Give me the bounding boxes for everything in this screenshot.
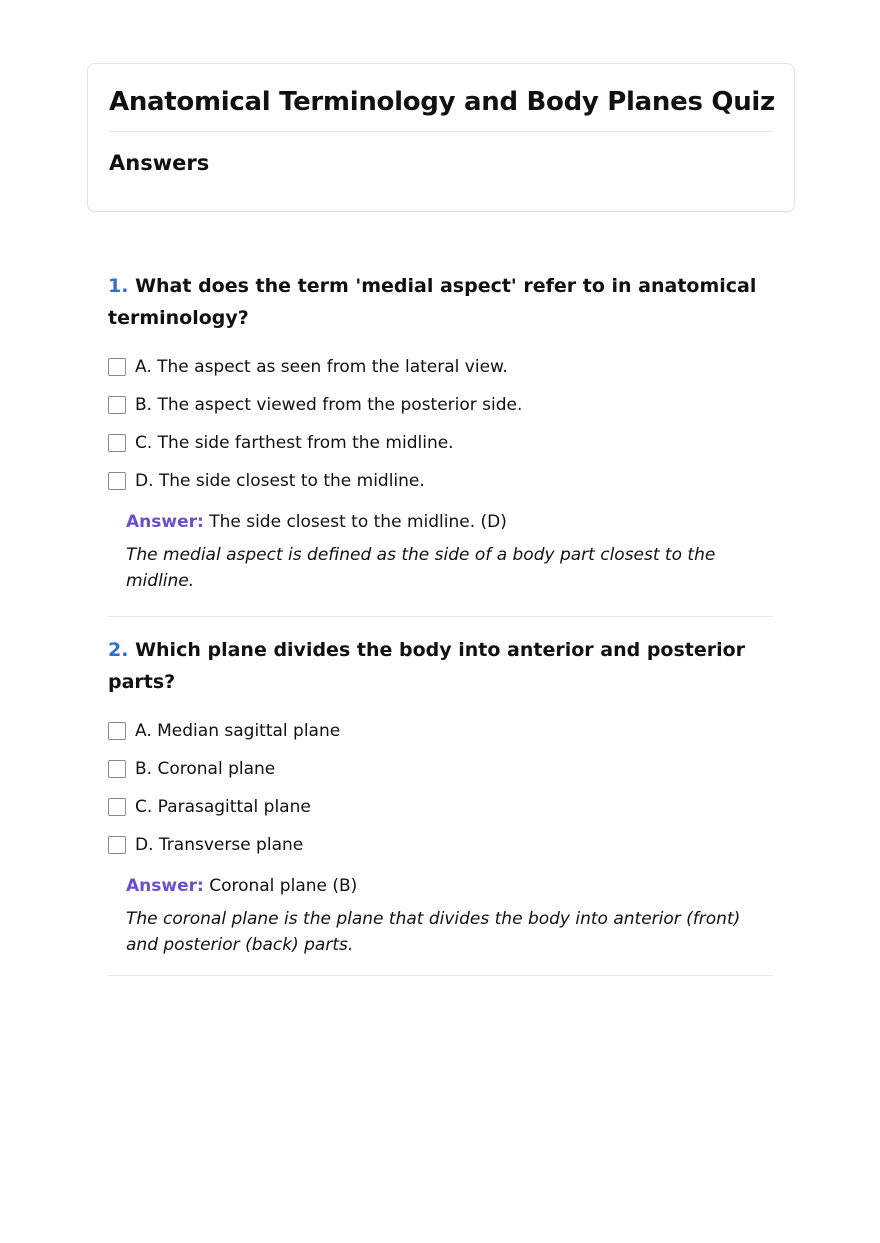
question-1-answer — [126, 508, 773, 536]
question-divider — [108, 975, 773, 976]
question-1-explanation: The medial aspect is defined as the side of a body part closest to the midline. — [126, 545, 716, 591]
option-label: D. The side closest to the midline. — [135, 471, 425, 491]
option-label: C. The side farthest from the midline. — [135, 433, 454, 453]
question-2-prompt: Which plane divides the body into anterior and posterior parts? — [108, 639, 746, 693]
quiz-subtitle: Answers — [109, 151, 210, 175]
question-1-text — [108, 270, 773, 334]
option-label: C. Parasagittal plane — [135, 797, 311, 817]
option-label: B. Coronal plane — [135, 759, 276, 779]
question-1-option-a[interactable] — [108, 348, 773, 386]
header-divider — [109, 131, 773, 132]
option-label: D. Transverse plane — [135, 835, 304, 855]
checkbox-icon[interactable] — [108, 760, 126, 778]
answer-text: Coronal plane (B) — [209, 876, 358, 896]
checkbox-icon[interactable] — [108, 472, 126, 490]
question-1-option-d[interactable] — [108, 462, 773, 500]
question-2-explanation: The coronal plane is the plane that divides the body into anterior (front) and posterior (back) parts. — [126, 909, 741, 955]
question-2-option-a[interactable] — [108, 712, 773, 750]
question-2-options — [108, 712, 773, 864]
checkbox-icon[interactable] — [108, 358, 126, 376]
question-2-number: 2. — [108, 639, 129, 661]
checkbox-icon[interactable] — [108, 434, 126, 452]
answer-text: The side closest to the midline. (D) — [209, 512, 507, 532]
question-2-answer-block — [126, 872, 773, 958]
answer-label: Answer: — [126, 512, 204, 532]
option-label: A. Median sagittal plane — [135, 721, 341, 741]
question-1-number: 1. — [108, 275, 129, 297]
question-1-answer-block — [126, 508, 773, 594]
question-1-prompt: What does the term 'medial aspect' refer to in anatomical terminology? — [108, 275, 757, 329]
question-divider — [108, 616, 773, 617]
question-1-options — [108, 348, 773, 500]
checkbox-icon[interactable] — [108, 836, 126, 854]
question-1 — [108, 270, 773, 594]
question-2-text — [108, 634, 773, 698]
question-2-answer — [126, 872, 773, 900]
quiz-header-card — [87, 63, 795, 212]
checkbox-icon[interactable] — [108, 722, 126, 740]
question-2-option-d[interactable] — [108, 826, 773, 864]
option-label: B. The aspect viewed from the posterior side. — [135, 395, 523, 415]
question-2-option-c[interactable] — [108, 788, 773, 826]
answer-label: Answer: — [126, 876, 204, 896]
checkbox-icon[interactable] — [108, 396, 126, 414]
option-label: A. The aspect as seen from the lateral view. — [135, 357, 508, 377]
checkbox-icon[interactable] — [108, 798, 126, 816]
question-2 — [108, 634, 773, 958]
question-1-option-c[interactable] — [108, 424, 773, 462]
question-1-option-b[interactable] — [108, 386, 773, 424]
question-2-option-b[interactable] — [108, 750, 773, 788]
quiz-title: Anatomical Terminology and Body Planes Quiz — [109, 87, 775, 117]
